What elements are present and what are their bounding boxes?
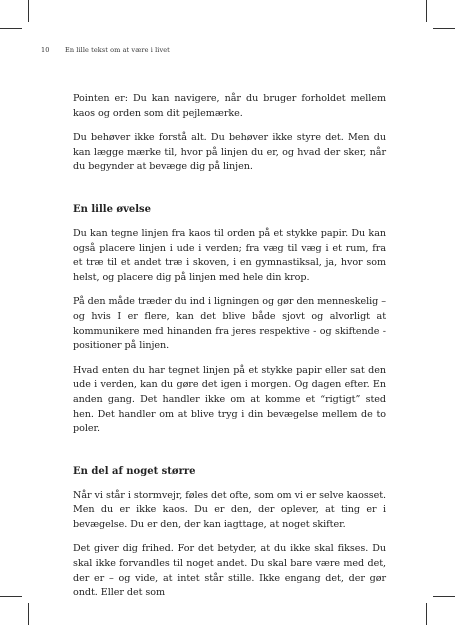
section-heading: En del af noget større: [73, 465, 196, 477]
paragraph: Når vi står i stormvejr, føles det ofte, som om vi er selve kaosset. Men du er ikke kaos. Du er den, der oplever, at ting er i bevægelse. Du er den, der kan iagttage, at noget skifter.: [73, 489, 386, 530]
paragraph: Pointen er: Du kan navigere, når du bruger forholdet mellem kaos og orden som dit pejlemærke.: [73, 93, 386, 119]
crop-mark-bottom-right-h: [433, 596, 455, 597]
crop-mark-top-right-h: [433, 28, 455, 29]
crop-mark-top-left-h: [0, 28, 22, 29]
crop-mark-bottom-left-h: [0, 596, 22, 597]
crop-mark-top-left-v: [28, 0, 29, 22]
crop-mark-top-right-v: [426, 0, 427, 22]
paragraph: Du kan tegne linjen fra kaos til orden på et stykke papir. Du kan også placere linjen i ude i verden; fra væg til væg i et rum, fra et træ til et andet træ i skoven, i en gymnastiksal, ja, hvor som helst, og placere dig på linjen med hele din krop.: [73, 227, 386, 283]
running-title: En lille tekst om at være i livet: [65, 46, 170, 54]
crop-mark-bottom-left-v: [28, 603, 29, 625]
page-number: 10: [41, 46, 50, 54]
page-body: [73, 92, 386, 611]
paragraph: På den måde træder du ind i ligningen og gør den menneskelig – og hvis I er flere, kan det blive både sjovt og alvorligt at kommunikere med hinanden fra jeres respektive - og skiftende - positioner på linjen.: [73, 296, 386, 352]
crop-mark-bottom-right-v: [426, 603, 427, 625]
running-header: [41, 46, 415, 54]
paragraph: Hvad enten du har tegnet linjen på et stykke papir eller sat den ude i verden, kan du gøre det igen i morgen. Og dagen efter. En anden gang. Det handler ikke om at komme et “rigtigt” sted hen. Det handler om at blive tryg i din bevægelse mellem de to poler.: [73, 364, 386, 435]
paragraph: Du behøver ikke forstå alt. Du behøver ikke styre det. Men du kan lægge mærke til, hvor på linjen du er, og hvad der sker, når du begynder at bevæge dig på linjen.: [73, 132, 386, 173]
paragraph: Det giver dig frihed. For det betyder, at du ikke skal fikses. Du skal ikke forvandles til noget andet. Du skal bare være med det, der er – og vide, at intet står stille. Ikke engang det, der gør ondt. Eller det som: [73, 543, 386, 599]
section-heading: En lille øvelse: [73, 203, 152, 215]
